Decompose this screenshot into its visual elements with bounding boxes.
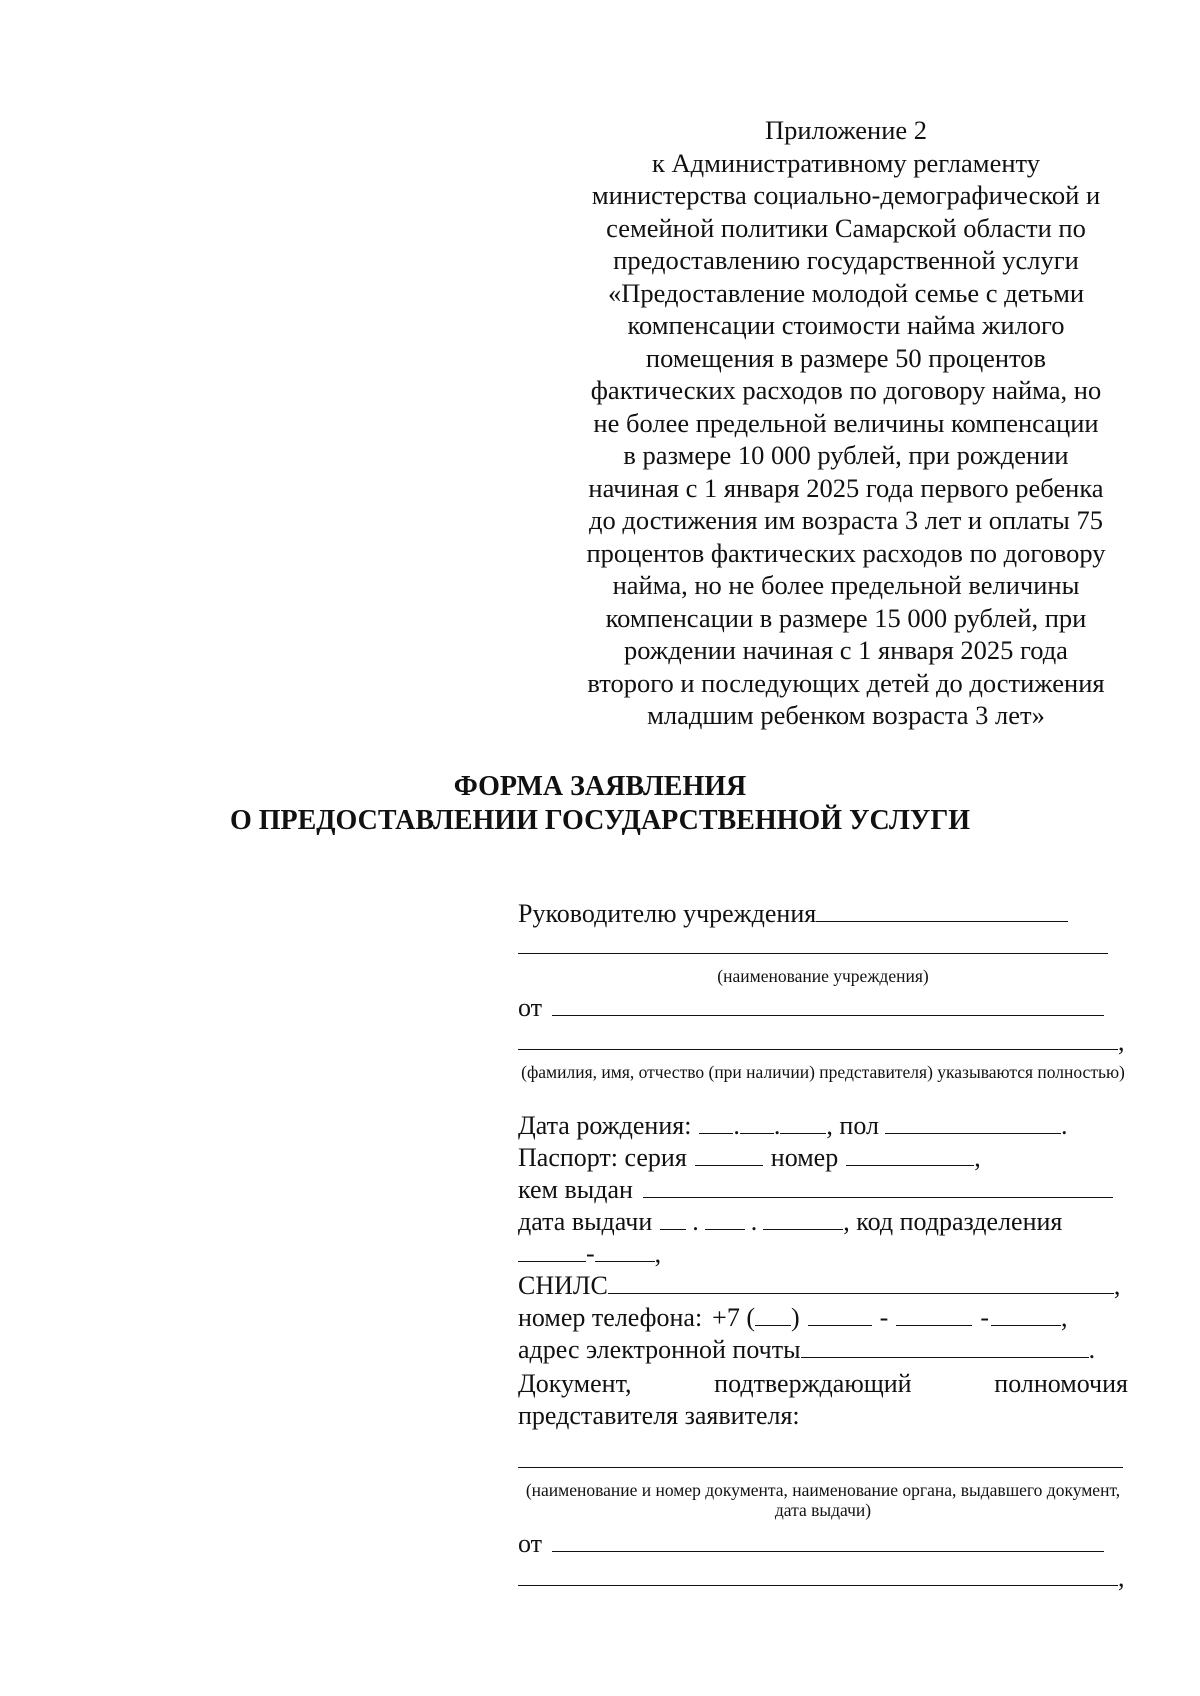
appendix-line: второго и последующих детей до достижения (587, 667, 1105, 698)
form-title-line1: ФОРМА ЗАЯВЛЕНИЯ (453, 771, 747, 802)
dot: . (692, 1207, 699, 1236)
passport-number-field[interactable] (846, 1143, 974, 1166)
birth-label: Дата рождения: (518, 1111, 692, 1140)
division-code-part1-field[interactable] (518, 1239, 586, 1262)
appendix-line: компенсации в размере 15 000 рублей, при (605, 602, 1087, 633)
phone-part1-field[interactable] (808, 1303, 872, 1326)
from2-field-line2[interactable] (518, 1563, 1118, 1586)
dash: - (980, 1303, 990, 1332)
document-word3: полномочия (994, 1369, 1128, 1398)
issue-date-label: дата выдачи (518, 1207, 653, 1236)
from-field[interactable] (552, 993, 1104, 1016)
appendix-line: найма, но не более предельной величины (612, 570, 1080, 600)
head-label: Руководителю учреждения (518, 899, 817, 928)
from2-label: от (518, 1529, 543, 1558)
issue-day-field[interactable] (660, 1207, 686, 1230)
issued-by-row (518, 1174, 1128, 1206)
comma: , (974, 1143, 981, 1172)
from-row (518, 992, 1128, 1024)
document-hint: (наименование и номер документа, наименование органа, выдавшего документ, дата выдачи) (525, 1480, 1121, 1520)
phone-part2-field[interactable] (896, 1303, 972, 1326)
appendix-line: в размере 10 000 рублей, при рождении (623, 440, 1069, 470)
appendix-line: компенсации стоимости найма жилого (627, 310, 1065, 340)
phone-part3-field[interactable] (991, 1303, 1061, 1326)
comma: , (1118, 1027, 1125, 1056)
appendix-line: помещения в размере 50 процентов (645, 342, 1047, 373)
form-title-line2: О ПРЕДОСТАВЛЕНИИ ГОСУДАРСТВЕННОЙ УСЛУГИ (229, 805, 971, 836)
dash: - (879, 1303, 889, 1332)
appendix-line: семейной политики Самарской области по (606, 212, 1086, 243)
appendix-line: начиная с 1 января 2025 года первого ребенка (588, 472, 1104, 503)
number-label: номер (770, 1143, 839, 1172)
appendix-line: к Административному регламенту (652, 147, 1040, 178)
division-code-label: , код подразделения (843, 1207, 1063, 1236)
snils-row (518, 1270, 1128, 1302)
document-field-row (518, 1444, 1123, 1476)
appendix-line: процентов фактических расходов по договору (586, 537, 1106, 568)
birth-year-field[interactable] (780, 1111, 826, 1134)
head-field[interactable] (816, 899, 1068, 922)
issue-year-field[interactable] (763, 1207, 843, 1230)
comma: , (1113, 1271, 1121, 1300)
passport-label: Паспорт: серия (518, 1143, 687, 1172)
gender-label: , пол (826, 1111, 879, 1140)
phone-row (518, 1302, 1128, 1334)
email-label: адрес электронной почты (518, 1335, 801, 1364)
from2-field-line2-row (518, 1562, 1128, 1594)
email-row (518, 1334, 1128, 1366)
issue-month-field[interactable] (705, 1207, 745, 1230)
document-line2: представителя заявителя: (518, 1401, 800, 1430)
document-row (518, 1368, 1128, 1400)
document-word2: подтверждающий (714, 1369, 912, 1398)
email-field[interactable] (801, 1335, 1089, 1358)
phone-label: номер телефона: (518, 1303, 703, 1332)
comma: , (1061, 1303, 1068, 1332)
period: . (1060, 1111, 1068, 1140)
dot: . (773, 1111, 781, 1140)
issued-by-label: кем выдан (518, 1175, 633, 1204)
snils-label: СНИЛС (518, 1271, 608, 1300)
appendix-line: фактических расходов по договору найма, но (590, 375, 1102, 405)
from-field-line2[interactable] (518, 1027, 1118, 1050)
comma: , (1118, 1563, 1125, 1592)
appendix-line: Приложение 2 (764, 115, 928, 145)
name-hint: (фамилия, имя, отчество (при наличии) представителя) указываются полностью) (521, 1062, 1125, 1082)
appendix-line: предоставлению государственной услуги (613, 245, 1079, 275)
head-row (518, 898, 1128, 930)
appendix-line: до достижения им возраста 3 лет и оплаты 75 (589, 505, 1103, 535)
appendix-line: рождении начиная с 1 января 2025 года (624, 635, 1068, 665)
appendix-note (548, 114, 1144, 732)
period: . (1088, 1335, 1096, 1364)
dot: . (750, 1207, 758, 1236)
close-paren: ) (791, 1303, 800, 1332)
birth-row (518, 1110, 1128, 1142)
issued-by-field[interactable] (643, 1175, 1113, 1198)
phone-code-field[interactable] (755, 1303, 791, 1326)
head-field-line2-row (518, 930, 1108, 962)
division-code-part2-field[interactable] (595, 1239, 655, 1262)
dash: - (586, 1239, 595, 1268)
document-word1: Документ, (518, 1369, 632, 1398)
snils-field[interactable] (608, 1271, 1114, 1294)
issue-date-row (518, 1206, 1128, 1238)
from2-field[interactable] (552, 1529, 1104, 1552)
passport-series-field[interactable] (695, 1143, 763, 1166)
head-hint: (наименование учреждения) (717, 966, 929, 986)
dot: . (733, 1111, 740, 1140)
comma: , (654, 1239, 662, 1268)
gender-field[interactable] (885, 1111, 1061, 1134)
from-label: от (518, 993, 543, 1022)
phone-prefix: +7 ( (712, 1303, 755, 1332)
document-field[interactable] (518, 1445, 1123, 1468)
form-title (150, 770, 1050, 838)
birth-month-field[interactable] (740, 1111, 774, 1134)
division-code-row (518, 1238, 661, 1270)
appendix-line: министерства социально-демографической и (591, 180, 1101, 210)
appendix-line: не более предельной величины компенсации (593, 407, 1099, 438)
appendix-line: младшим ребенком возраста 3 лет» (647, 700, 1045, 730)
head-field-line2[interactable] (518, 931, 1108, 954)
from-field-line2-row (518, 1026, 1128, 1058)
from2-row (518, 1528, 1128, 1560)
appendix-line: «Предоставление молодой семье с детьми (607, 277, 1085, 308)
passport-row (518, 1142, 1128, 1174)
birth-day-field[interactable] (699, 1111, 733, 1134)
